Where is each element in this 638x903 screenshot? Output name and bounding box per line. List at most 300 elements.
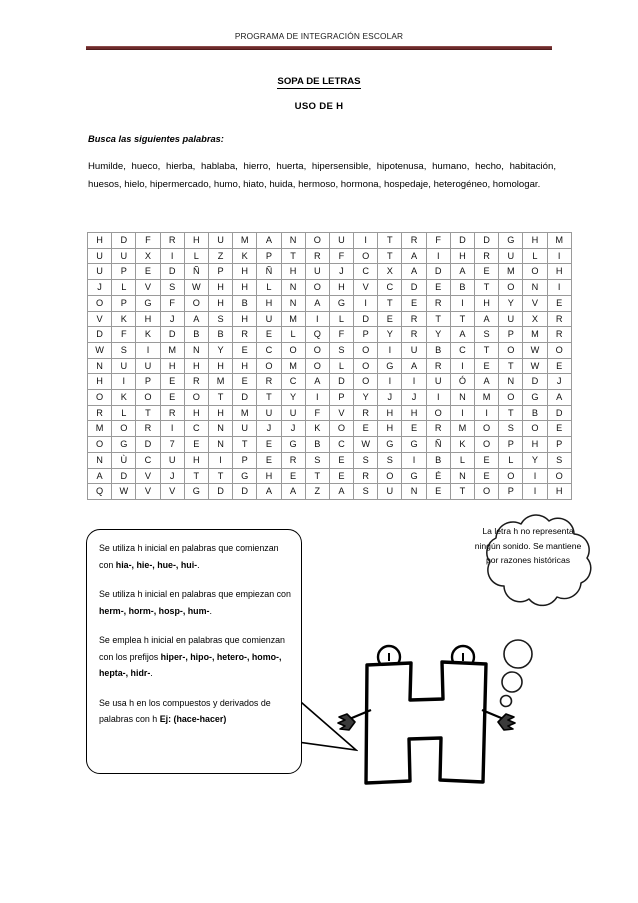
letter-cell[interactable]: R <box>281 452 305 468</box>
letter-cell[interactable]: C <box>329 437 353 453</box>
letter-cell[interactable]: O <box>305 358 329 374</box>
letter-cell[interactable]: A <box>475 374 499 390</box>
letter-cell[interactable]: F <box>112 327 136 343</box>
letter-cell[interactable]: X <box>378 264 402 280</box>
letter-cell[interactable]: M <box>499 264 523 280</box>
letter-cell[interactable]: D <box>475 233 499 248</box>
letter-cell[interactable]: R <box>354 468 378 484</box>
letter-cell[interactable]: I <box>136 342 160 358</box>
letter-cell[interactable]: H <box>523 437 547 453</box>
letter-cell[interactable]: H <box>523 233 547 248</box>
letter-cell[interactable]: E <box>547 421 571 437</box>
letter-cell[interactable]: M <box>233 405 257 421</box>
letter-cell[interactable]: R <box>136 421 160 437</box>
letter-cell[interactable]: E <box>329 452 353 468</box>
letter-cell[interactable]: O <box>112 421 136 437</box>
letter-cell[interactable]: S <box>160 280 184 296</box>
letter-cell[interactable]: G <box>112 437 136 453</box>
letter-cell[interactable]: I <box>450 295 474 311</box>
letter-cell[interactable]: S <box>354 484 378 500</box>
letter-cell[interactable]: I <box>208 452 232 468</box>
letter-cell[interactable]: B <box>450 280 474 296</box>
letter-cell[interactable]: W <box>523 358 547 374</box>
letter-cell[interactable]: G <box>329 295 353 311</box>
letter-cell[interactable]: S <box>305 452 329 468</box>
letter-cell[interactable]: G <box>499 233 523 248</box>
letter-cell[interactable]: H <box>257 468 281 484</box>
letter-cell[interactable]: D <box>426 264 450 280</box>
letter-cell[interactable]: H <box>184 233 208 248</box>
letter-cell[interactable]: E <box>233 342 257 358</box>
letter-cell[interactable]: K <box>112 390 136 406</box>
letter-cell[interactable]: T <box>233 437 257 453</box>
letter-cell[interactable]: U <box>208 233 232 248</box>
letter-cell[interactable]: D <box>233 484 257 500</box>
letter-cell[interactable]: Ó <box>450 374 474 390</box>
letter-cell[interactable]: R <box>426 358 450 374</box>
letter-cell[interactable]: T <box>378 295 402 311</box>
letter-cell[interactable]: E <box>354 421 378 437</box>
letter-cell[interactable]: N <box>523 280 547 296</box>
letter-cell[interactable]: D <box>112 233 136 248</box>
letter-cell[interactable]: F <box>329 248 353 264</box>
letter-cell[interactable]: V <box>136 468 160 484</box>
letter-cell[interactable]: R <box>426 421 450 437</box>
letter-cell[interactable]: G <box>233 468 257 484</box>
letter-cell[interactable]: O <box>136 390 160 406</box>
letter-cell[interactable]: D <box>402 280 426 296</box>
letter-cell[interactable]: E <box>547 295 571 311</box>
letter-cell[interactable]: T <box>281 248 305 264</box>
letter-cell[interactable]: D <box>547 405 571 421</box>
letter-cell[interactable]: H <box>88 233 112 248</box>
letter-cell[interactable]: A <box>450 327 474 343</box>
letter-cell[interactable]: O <box>523 421 547 437</box>
letter-cell[interactable]: T <box>208 468 232 484</box>
letter-cell[interactable]: Ñ <box>184 264 208 280</box>
letter-cell[interactable]: K <box>112 311 136 327</box>
letter-cell[interactable]: L <box>450 452 474 468</box>
letter-cell[interactable]: H <box>402 405 426 421</box>
letter-cell[interactable]: J <box>547 374 571 390</box>
letter-cell[interactable]: I <box>378 342 402 358</box>
letter-cell[interactable]: D <box>208 484 232 500</box>
letter-cell[interactable]: A <box>184 311 208 327</box>
letter-cell[interactable]: I <box>547 280 571 296</box>
letter-cell[interactable]: T <box>426 311 450 327</box>
letter-cell[interactable]: H <box>233 280 257 296</box>
letter-cell[interactable]: T <box>450 311 474 327</box>
letter-cell[interactable]: M <box>281 311 305 327</box>
letter-cell[interactable]: T <box>257 390 281 406</box>
letter-cell[interactable]: I <box>160 421 184 437</box>
letter-cell[interactable]: G <box>402 468 426 484</box>
letter-cell[interactable]: L <box>499 452 523 468</box>
letter-cell[interactable]: Y <box>523 452 547 468</box>
letter-cell[interactable]: V <box>523 295 547 311</box>
letter-cell[interactable]: T <box>378 233 402 248</box>
letter-cell[interactable]: A <box>305 295 329 311</box>
letter-cell[interactable]: O <box>499 342 523 358</box>
letter-cell[interactable]: F <box>160 295 184 311</box>
letter-cell[interactable]: F <box>329 327 353 343</box>
letter-cell[interactable]: U <box>88 248 112 264</box>
letter-cell[interactable]: P <box>499 484 523 500</box>
letter-cell[interactable]: S <box>547 452 571 468</box>
letter-cell[interactable]: O <box>426 405 450 421</box>
letter-cell[interactable]: O <box>378 468 402 484</box>
letter-cell[interactable]: Y <box>281 390 305 406</box>
letter-cell[interactable]: H <box>160 358 184 374</box>
letter-cell[interactable]: O <box>184 390 208 406</box>
letter-cell[interactable]: Y <box>208 342 232 358</box>
letter-cell[interactable]: B <box>426 342 450 358</box>
letter-cell[interactable]: K <box>233 248 257 264</box>
letter-cell[interactable]: G <box>402 437 426 453</box>
letter-cell[interactable]: H <box>329 280 353 296</box>
letter-cell[interactable]: V <box>136 280 160 296</box>
letter-cell[interactable]: D <box>112 468 136 484</box>
letter-cell[interactable]: M <box>547 233 571 248</box>
letter-cell[interactable]: J <box>88 280 112 296</box>
letter-cell[interactable]: Z <box>208 248 232 264</box>
letter-cell[interactable]: T <box>305 468 329 484</box>
letter-cell[interactable]: R <box>257 374 281 390</box>
letter-cell[interactable]: E <box>257 452 281 468</box>
letter-cell[interactable]: R <box>402 233 426 248</box>
letter-cell[interactable]: U <box>112 248 136 264</box>
letter-cell[interactable]: M <box>208 374 232 390</box>
letter-cell[interactable]: P <box>499 437 523 453</box>
letter-cell[interactable]: I <box>426 390 450 406</box>
letter-cell[interactable]: I <box>402 374 426 390</box>
letter-cell[interactable]: S <box>354 452 378 468</box>
letter-cell[interactable]: I <box>112 374 136 390</box>
letter-cell[interactable]: L <box>523 248 547 264</box>
letter-cell[interactable]: O <box>499 468 523 484</box>
letter-cell[interactable]: I <box>475 405 499 421</box>
letter-cell[interactable]: L <box>112 280 136 296</box>
letter-cell[interactable]: G <box>523 390 547 406</box>
letter-cell[interactable]: A <box>450 264 474 280</box>
letter-cell[interactable]: Q <box>88 484 112 500</box>
letter-cell[interactable]: F <box>426 233 450 248</box>
letter-cell[interactable]: D <box>160 327 184 343</box>
letter-cell[interactable]: H <box>184 452 208 468</box>
letter-cell[interactable]: N <box>402 484 426 500</box>
letter-cell[interactable]: O <box>354 374 378 390</box>
letter-cell[interactable]: V <box>88 311 112 327</box>
letter-cell[interactable]: P <box>112 264 136 280</box>
letter-cell[interactable]: N <box>281 280 305 296</box>
letter-cell[interactable]: S <box>329 342 353 358</box>
letter-cell[interactable]: L <box>257 280 281 296</box>
letter-cell[interactable]: H <box>233 264 257 280</box>
letter-cell[interactable]: H <box>233 311 257 327</box>
letter-cell[interactable]: R <box>426 295 450 311</box>
letter-cell[interactable]: E <box>426 484 450 500</box>
letter-cell[interactable]: O <box>547 468 571 484</box>
letter-cell[interactable]: N <box>281 233 305 248</box>
letter-cell[interactable]: T <box>499 405 523 421</box>
letter-cell[interactable]: U <box>160 452 184 468</box>
letter-cell[interactable]: H <box>136 311 160 327</box>
letter-cell[interactable]: G <box>136 295 160 311</box>
letter-cell[interactable]: Y <box>354 390 378 406</box>
letter-cell[interactable]: I <box>305 311 329 327</box>
letter-cell[interactable]: K <box>305 421 329 437</box>
letter-cell[interactable]: A <box>402 358 426 374</box>
letter-cell[interactable]: H <box>475 295 499 311</box>
letter-cell[interactable]: Ù <box>112 452 136 468</box>
letter-cell[interactable]: Y <box>378 327 402 343</box>
letter-cell[interactable]: N <box>88 452 112 468</box>
letter-cell[interactable]: R <box>160 405 184 421</box>
letter-cell[interactable]: R <box>547 327 571 343</box>
letter-cell[interactable]: A <box>88 468 112 484</box>
letter-cell[interactable]: B <box>184 327 208 343</box>
letter-cell[interactable]: F <box>305 405 329 421</box>
letter-cell[interactable]: S <box>112 342 136 358</box>
letter-cell[interactable]: W <box>184 280 208 296</box>
letter-cell[interactable]: P <box>208 264 232 280</box>
letter-cell[interactable]: M <box>475 390 499 406</box>
letter-cell[interactable]: U <box>499 311 523 327</box>
letter-cell[interactable]: A <box>257 484 281 500</box>
letter-cell[interactable]: L <box>184 248 208 264</box>
letter-cell[interactable]: H <box>208 405 232 421</box>
letter-cell[interactable]: T <box>475 342 499 358</box>
letter-cell[interactable]: B <box>208 327 232 343</box>
letter-cell[interactable]: I <box>402 452 426 468</box>
letter-cell[interactable]: M <box>233 233 257 248</box>
letter-cell[interactable]: G <box>184 484 208 500</box>
letter-cell[interactable]: B <box>426 452 450 468</box>
letter-cell[interactable]: N <box>208 437 232 453</box>
letter-cell[interactable]: E <box>281 468 305 484</box>
letter-cell[interactable]: G <box>378 358 402 374</box>
letter-cell[interactable]: I <box>354 233 378 248</box>
letter-cell[interactable]: D <box>329 374 353 390</box>
letter-cell[interactable]: Ñ <box>426 437 450 453</box>
letter-cell[interactable]: H <box>450 248 474 264</box>
letter-cell[interactable]: O <box>305 342 329 358</box>
letter-cell[interactable]: U <box>329 233 353 248</box>
letter-cell[interactable]: O <box>523 264 547 280</box>
letter-cell[interactable]: U <box>88 264 112 280</box>
letter-cell[interactable]: O <box>329 421 353 437</box>
letter-cell[interactable]: W <box>354 437 378 453</box>
letter-cell[interactable]: L <box>329 358 353 374</box>
letter-cell[interactable]: I <box>547 248 571 264</box>
letter-cell[interactable]: A <box>475 311 499 327</box>
letter-cell[interactable]: H <box>281 264 305 280</box>
letter-cell[interactable]: H <box>378 405 402 421</box>
letter-cell[interactable]: Q <box>305 327 329 343</box>
letter-cell[interactable]: E <box>475 264 499 280</box>
letter-cell[interactable]: N <box>208 421 232 437</box>
letter-cell[interactable]: T <box>184 468 208 484</box>
letter-cell[interactable]: R <box>160 233 184 248</box>
letter-cell[interactable]: E <box>475 358 499 374</box>
letter-cell[interactable]: V <box>160 484 184 500</box>
letter-cell[interactable]: L <box>329 311 353 327</box>
letter-cell[interactable]: J <box>329 264 353 280</box>
letter-cell[interactable]: X <box>523 311 547 327</box>
letter-cell[interactable]: H <box>88 374 112 390</box>
letter-cell[interactable]: O <box>88 295 112 311</box>
letter-cell[interactable]: E <box>233 374 257 390</box>
letter-cell[interactable]: C <box>136 452 160 468</box>
letter-cell[interactable]: J <box>378 390 402 406</box>
letter-cell[interactable]: E <box>257 327 281 343</box>
letter-cell[interactable]: O <box>281 342 305 358</box>
letter-cell[interactable]: C <box>257 342 281 358</box>
letter-cell[interactable]: R <box>402 327 426 343</box>
letter-cell[interactable]: A <box>402 248 426 264</box>
letter-cell[interactable]: L <box>112 405 136 421</box>
letter-cell[interactable]: D <box>160 264 184 280</box>
letter-cell[interactable]: N <box>450 468 474 484</box>
letter-cell[interactable]: J <box>402 390 426 406</box>
letter-cell[interactable]: U <box>281 405 305 421</box>
letter-cell[interactable]: H <box>208 358 232 374</box>
letter-cell[interactable]: O <box>354 248 378 264</box>
letter-cell[interactable]: U <box>305 264 329 280</box>
letter-cell[interactable]: K <box>450 437 474 453</box>
letter-cell[interactable]: S <box>208 311 232 327</box>
letter-cell[interactable]: M <box>281 358 305 374</box>
letter-cell[interactable]: D <box>354 311 378 327</box>
letter-cell[interactable]: J <box>257 421 281 437</box>
letter-cell[interactable]: Z <box>305 484 329 500</box>
letter-cell[interactable]: C <box>184 421 208 437</box>
letter-cell[interactable]: Y <box>426 327 450 343</box>
letter-cell[interactable]: O <box>88 437 112 453</box>
letter-cell[interactable]: P <box>329 390 353 406</box>
letter-cell[interactable]: H <box>208 295 232 311</box>
letter-cell[interactable]: T <box>136 405 160 421</box>
letter-cell[interactable]: M <box>160 342 184 358</box>
letter-cell[interactable]: A <box>402 264 426 280</box>
letter-cell[interactable]: W <box>523 342 547 358</box>
letter-cell[interactable]: I <box>450 358 474 374</box>
letter-cell[interactable]: P <box>233 452 257 468</box>
letter-cell[interactable]: H <box>184 405 208 421</box>
letter-cell[interactable]: J <box>160 311 184 327</box>
letter-cell[interactable]: S <box>499 421 523 437</box>
letter-cell[interactable]: E <box>402 421 426 437</box>
letter-cell[interactable]: D <box>233 390 257 406</box>
letter-cell[interactable]: P <box>257 248 281 264</box>
letter-cell[interactable]: X <box>136 248 160 264</box>
letter-cell[interactable]: V <box>329 405 353 421</box>
letter-cell[interactable]: G <box>281 437 305 453</box>
letter-cell[interactable]: U <box>112 358 136 374</box>
letter-cell[interactable]: U <box>378 484 402 500</box>
letter-cell[interactable]: G <box>378 437 402 453</box>
letter-cell[interactable]: O <box>305 233 329 248</box>
letter-cell[interactable]: E <box>329 468 353 484</box>
letter-cell[interactable]: P <box>112 295 136 311</box>
letter-cell[interactable]: O <box>88 390 112 406</box>
letter-cell[interactable]: H <box>547 484 571 500</box>
letter-cell[interactable]: E <box>475 468 499 484</box>
letter-cell[interactable]: O <box>547 342 571 358</box>
letter-cell[interactable]: I <box>378 374 402 390</box>
letter-cell[interactable]: I <box>426 248 450 264</box>
letter-cell[interactable]: E <box>402 295 426 311</box>
letter-cell[interactable]: N <box>499 374 523 390</box>
letter-cell[interactable]: P <box>499 327 523 343</box>
letter-cell[interactable]: C <box>281 374 305 390</box>
letter-cell[interactable]: E <box>378 311 402 327</box>
letter-cell[interactable]: A <box>281 484 305 500</box>
letter-cell[interactable]: W <box>112 484 136 500</box>
letter-cell[interactable]: H <box>184 358 208 374</box>
letter-cell[interactable]: V <box>136 484 160 500</box>
letter-cell[interactable]: B <box>523 405 547 421</box>
letter-cell[interactable]: D <box>523 374 547 390</box>
letter-cell[interactable]: R <box>305 248 329 264</box>
letter-cell[interactable]: O <box>499 390 523 406</box>
letter-cell[interactable]: O <box>184 295 208 311</box>
letter-cell[interactable]: D <box>450 233 474 248</box>
letter-cell[interactable]: O <box>354 342 378 358</box>
letter-cell[interactable]: R <box>184 374 208 390</box>
letter-cell[interactable]: O <box>475 421 499 437</box>
letter-cell[interactable]: Y <box>499 295 523 311</box>
letter-cell[interactable]: O <box>499 280 523 296</box>
letter-cell[interactable]: R <box>354 405 378 421</box>
letter-cell[interactable]: N <box>281 295 305 311</box>
letter-cell[interactable]: L <box>281 327 305 343</box>
letter-cell[interactable]: E <box>475 452 499 468</box>
letter-cell[interactable]: I <box>354 295 378 311</box>
letter-cell[interactable]: P <box>136 374 160 390</box>
letter-cell[interactable]: U <box>257 405 281 421</box>
letter-cell[interactable]: O <box>257 358 281 374</box>
letter-cell[interactable]: R <box>88 405 112 421</box>
letter-cell[interactable]: N <box>450 390 474 406</box>
letter-cell[interactable]: R <box>233 327 257 343</box>
letter-cell[interactable]: M <box>450 421 474 437</box>
letter-cell[interactable]: U <box>426 374 450 390</box>
letter-cell[interactable]: C <box>450 342 474 358</box>
letter-cell[interactable]: O <box>354 358 378 374</box>
letter-cell[interactable]: I <box>160 248 184 264</box>
letter-cell[interactable]: H <box>257 295 281 311</box>
letter-cell[interactable]: P <box>547 437 571 453</box>
letter-cell[interactable]: U <box>257 311 281 327</box>
letter-cell[interactable]: 7 <box>160 437 184 453</box>
letter-cell[interactable]: A <box>329 484 353 500</box>
letter-cell[interactable]: E <box>184 437 208 453</box>
letter-cell[interactable]: C <box>378 280 402 296</box>
letter-cell[interactable]: T <box>475 280 499 296</box>
letter-cell[interactable]: E <box>426 280 450 296</box>
letter-cell[interactable]: U <box>402 342 426 358</box>
letter-cell[interactable]: I <box>523 484 547 500</box>
letter-cell[interactable]: T <box>450 484 474 500</box>
letter-cell[interactable]: S <box>475 327 499 343</box>
letter-cell[interactable]: O <box>305 280 329 296</box>
letter-cell[interactable]: W <box>88 342 112 358</box>
letter-cell[interactable]: M <box>88 421 112 437</box>
letter-cell[interactable]: N <box>88 358 112 374</box>
letter-cell[interactable]: O <box>475 484 499 500</box>
letter-cell[interactable]: T <box>499 358 523 374</box>
